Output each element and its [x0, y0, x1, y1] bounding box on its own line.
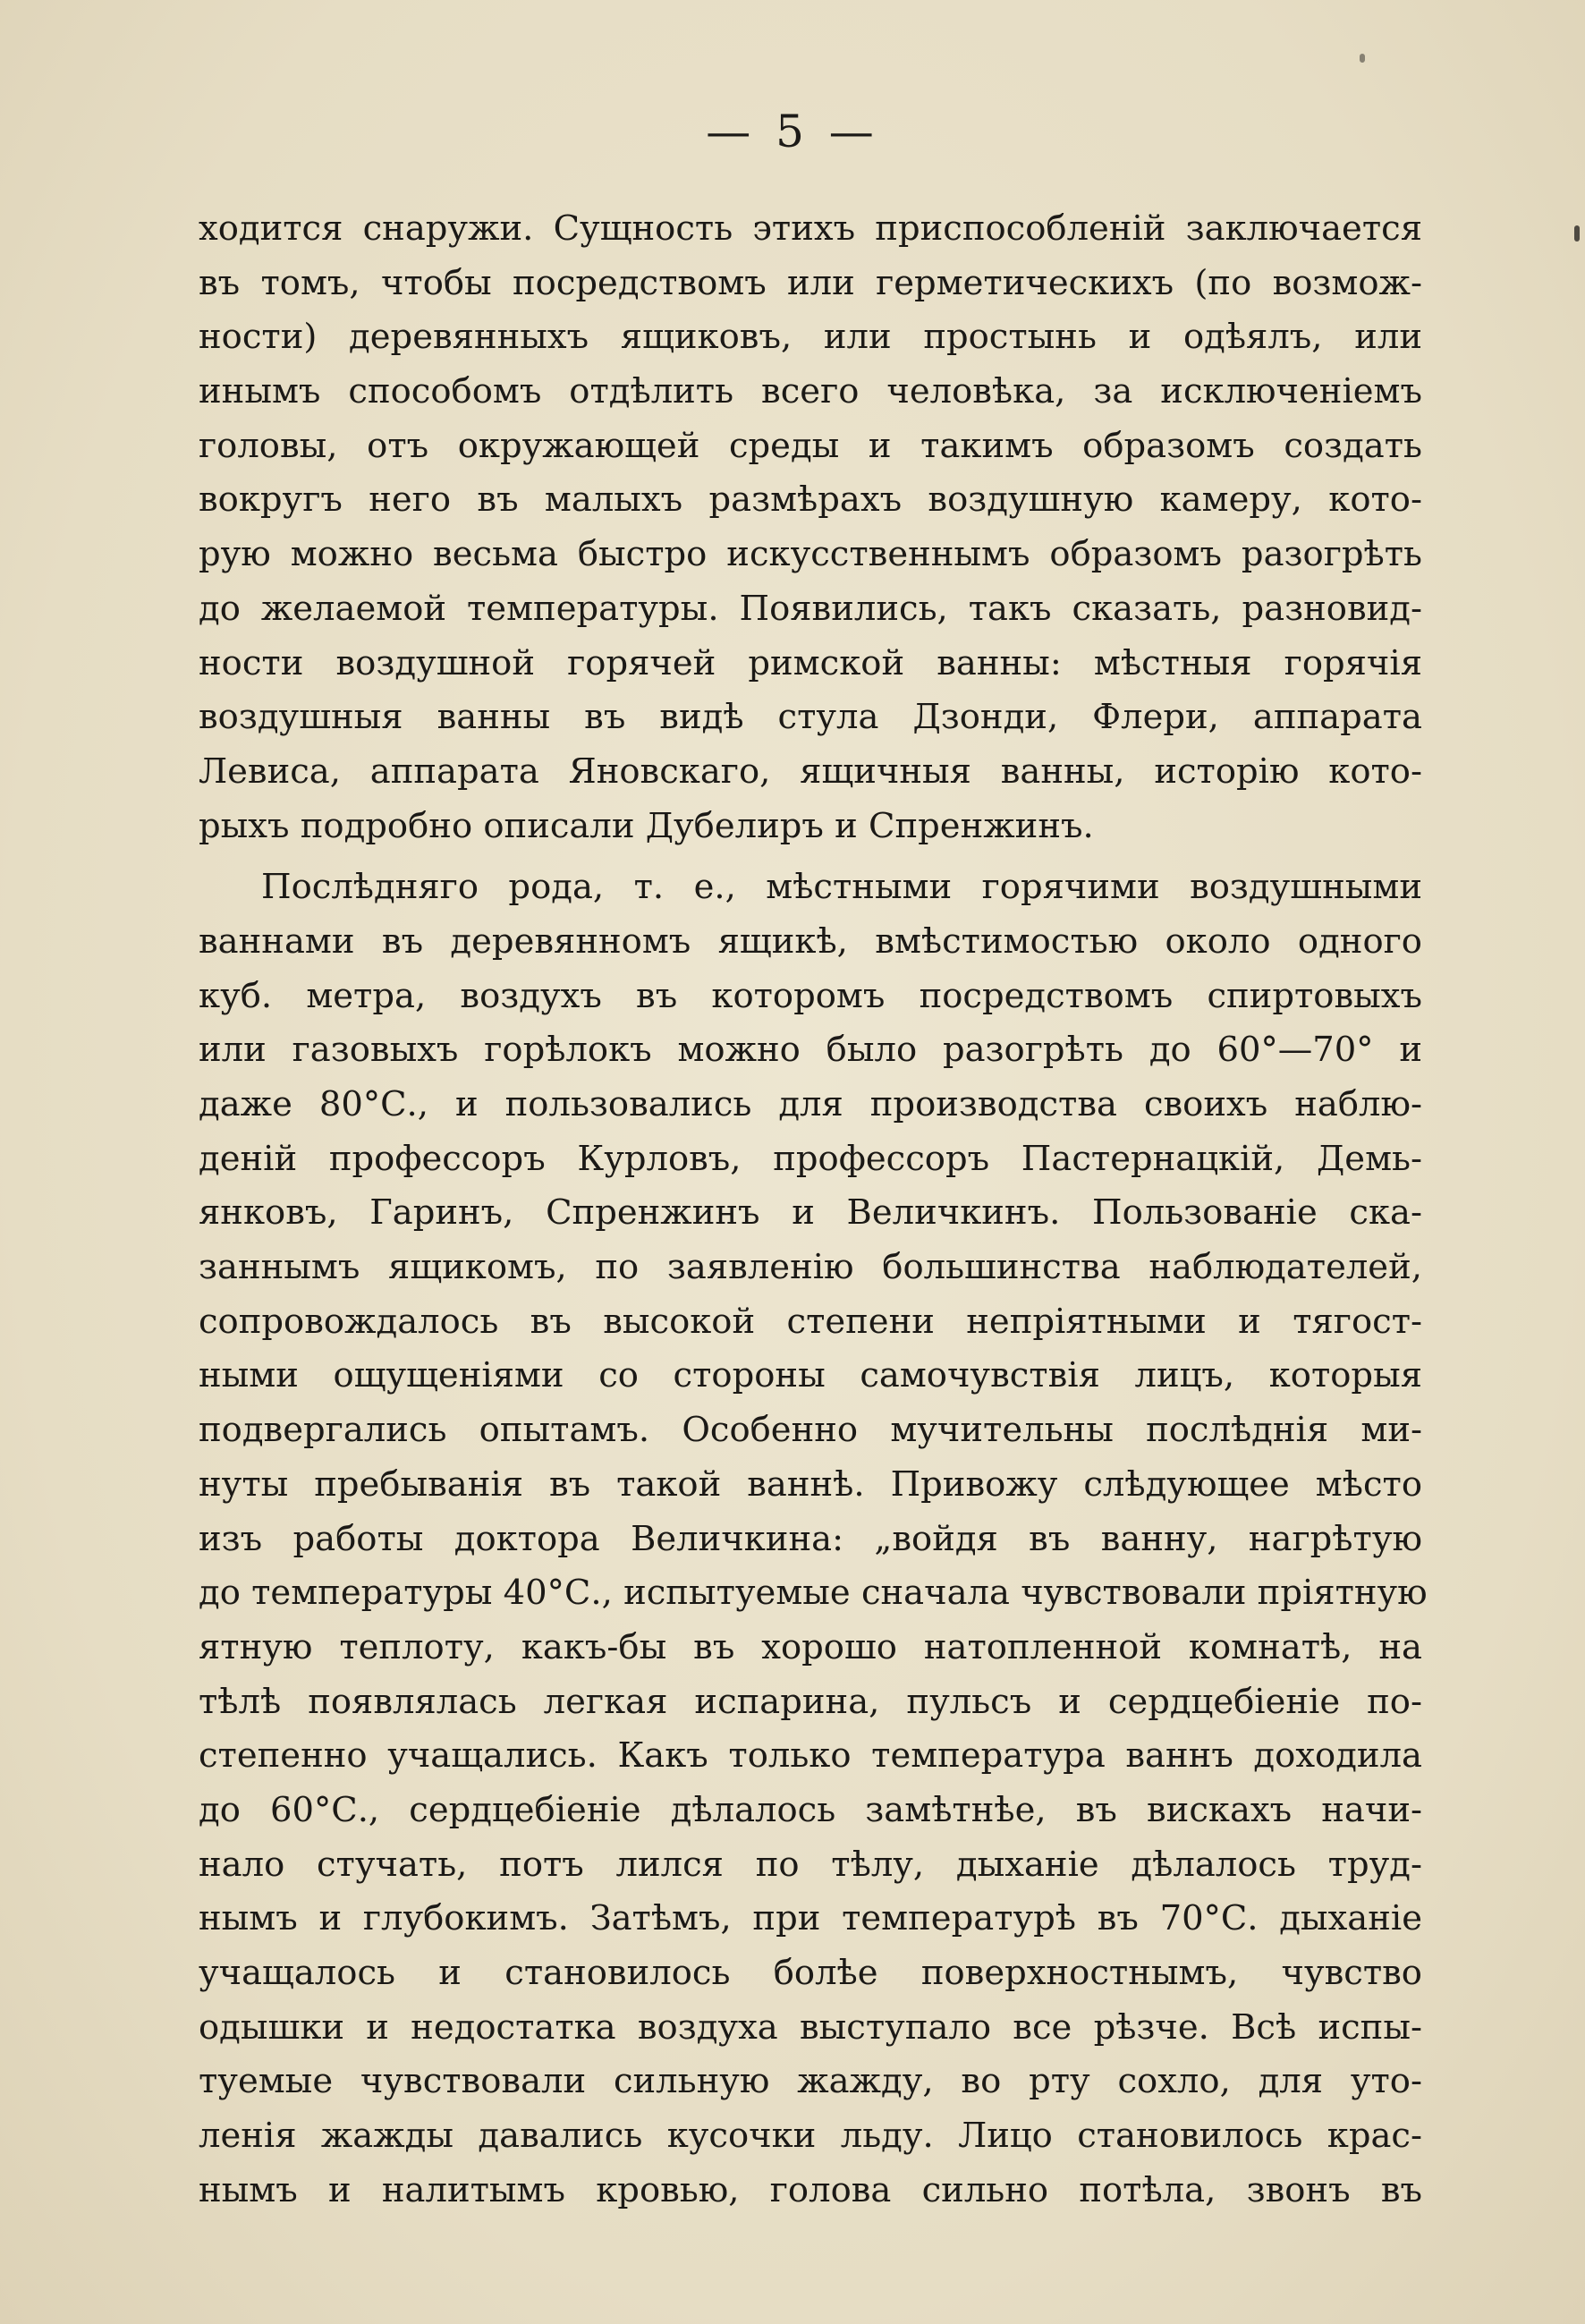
text-line: вокругъ него въ малыхъ размѣрахъ воздушную камеру, кото- [199, 479, 1422, 521]
text-line: подвергались опытамъ. Особенно мучительны послѣднія ми- [199, 1410, 1422, 1451]
text-line: туемые чувствовали сильную жажду, во рту сохло, для уто- [199, 2061, 1422, 2102]
text-line: или газовыхъ горѣлокъ можно было разогрѣть до 60°—70° и [199, 1030, 1422, 1071]
body-text [199, 202, 1428, 2218]
paragraph-1 [199, 202, 1422, 853]
text-line: ности) деревянныхъ ящиковъ, или простынь и одѣялъ, или [199, 317, 1422, 358]
text-line: янковъ, Гаринъ, Спренжинъ и Величкинъ. Пользованіе ска- [199, 1192, 1422, 1234]
text-line: одышки и недостатка воздуха выступало все рѣзче. Всѣ испы- [199, 2006, 1422, 2048]
text-line: сопровождалось въ высокой степени непріятными и тягост- [199, 1301, 1422, 1342]
text-line: нымъ и глубокимъ. Затѣмъ, при температурѣ въ 70°С. дыханіе [199, 1898, 1422, 1939]
text-line: учащалось и становилось болѣе поверхностнымъ, чувство [199, 1953, 1422, 1993]
text-line: до желаемой температуры. Появились, такъ сказать, разновид- [199, 588, 1422, 629]
text-line: нымъ и налитымъ кровью, голова сильно потѣла, звонъ въ [199, 2169, 1422, 2210]
text-line: воздушныя ванны въ видѣ стула Дзонди, Флери, аппарата [199, 697, 1422, 738]
text-line: ности воздушной горячей римской ванны: мѣстныя горячія [199, 642, 1422, 683]
text-line: нало стучать, потъ лился по тѣлу, дыханіе дѣлалось труд- [199, 1844, 1422, 1885]
text-line: въ томъ, чтобы посредствомъ или герметическихъ (по возмож- [199, 262, 1422, 303]
page-number: — 5 — [706, 106, 879, 157]
text-line: рую можно весьма быстро искусственнымъ образомъ разогрѣть [199, 534, 1422, 575]
text-line: нуты пребыванія въ такой ваннѣ. Привожу слѣдующее мѣсто [199, 1463, 1422, 1505]
text-line: ваннами въ деревянномъ ящикѣ, вмѣстимостью около одного [199, 920, 1422, 962]
scan-speck [1574, 225, 1580, 242]
text-line: ными ощущеніями со стороны самочувствія лицъ, которыя [199, 1355, 1422, 1396]
text-line: степенно учащались. Какъ только температура ваннъ доходила [199, 1735, 1422, 1777]
text-line: тѣлѣ появлялась легкая испарина, пульсъ и сердцебіеніе по- [199, 1681, 1422, 1722]
text-line: инымъ способомъ отдѣлить всего человѣка, за исключеніемъ [199, 371, 1422, 412]
scan-speck [1360, 54, 1365, 63]
text-line: ходится снаружи. Сущность этихъ приспособленій заключается [199, 208, 1422, 249]
text-line: до 60°С., сердцебіеніе дѣлалось замѣтнѣе, въ вискахъ начи- [199, 1789, 1422, 1830]
text-line: куб. метра, воздухъ въ которомъ посредствомъ спиртовыхъ [199, 975, 1422, 1016]
text-line: ленія жажды давались кусочки льду. Лицо становилось крас- [199, 2116, 1422, 2157]
text-line: даже 80°С., и пользовались для производства своихъ наблю- [199, 1084, 1422, 1124]
text-line: деній профессоръ Курловъ, профессоръ Пастернацкій, Демь- [199, 1138, 1422, 1179]
text-line: изъ работы доктора Величкина: „войдя въ ванну, нагрѣтую [199, 1518, 1422, 1559]
text-line: головы, отъ окружающей среды и такимъ образомъ создать [199, 425, 1422, 466]
text-line: Послѣдняго рода, т. е., мѣстными горячими воздушными [261, 867, 1422, 908]
text-line: ятную теплоту, какъ-бы въ хорошо натопленной комнатѣ, на [199, 1626, 1422, 1667]
text-line: до температуры 40°С., испытуемые сначала чувствовали пріятную [199, 1573, 1428, 1614]
paragraph-gap [199, 853, 1422, 861]
text-line: Левиса, аппарата Яновскаго, ящичныя ванны, исторію кото- [199, 751, 1422, 792]
text-line: рыхъ подробно описали Дубелиръ и Спренжинъ. [199, 805, 1094, 846]
paragraph-2 [199, 861, 1428, 2218]
text-line: заннымъ ящикомъ, по заявленію большинства наблюдателей, [199, 1247, 1422, 1288]
